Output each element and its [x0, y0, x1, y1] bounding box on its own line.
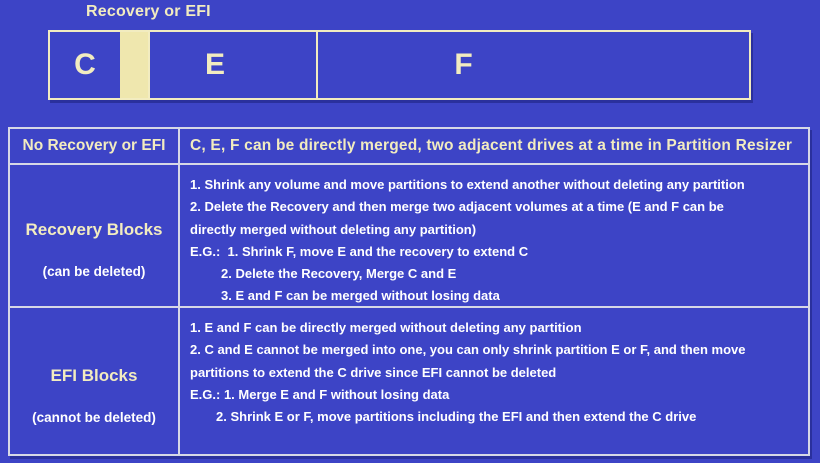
header-no-recovery-or-efi: No Recovery or EFI: [10, 129, 180, 165]
recovery-blocks-title: Recovery Blocks: [25, 220, 163, 239]
row-recovery-blocks-details: [180, 165, 808, 308]
detail-line: 3. E and F can be merged without losing data: [221, 288, 500, 304]
detail-line: E.G.: 1. Merge E and F without losing data: [190, 386, 450, 402]
detail-line: 2. C and E cannot be merged into one, you can only shrink partition E or F, and then move: [190, 342, 746, 358]
partition-c-label: C: [74, 48, 96, 81]
row-efi-blocks-label: [10, 308, 180, 454]
detail-line: 1. Shrink any volume and move partitions to extend another without deleting any partition: [190, 177, 745, 192]
partition-f: [316, 32, 749, 98]
partition-e-label: E: [204, 48, 225, 81]
partition-recovery-efi-block: [120, 32, 148, 98]
row-efi-blocks-details: [180, 308, 808, 454]
detail-line: 2. Shrink E or F, move partitions including the EFI and then extend the C drive: [216, 409, 697, 425]
header-merge-summary: C, E, F can be directly merged, two adjacent drives at a time in Partition Resizer: [180, 129, 808, 165]
partition-c: [50, 32, 120, 98]
detail-line: 2. Delete the Recovery and then merge two adjacent volumes at a time (E and F can be: [190, 199, 724, 215]
diagram-title: Recovery or EFI: [86, 3, 211, 20]
recovery-blocks-subtitle: (can be deleted): [42, 264, 146, 279]
efi-blocks-subtitle: (cannot be deleted): [32, 409, 156, 425]
detail-line: partitions to extend the C drive since EFI cannot be deleted: [190, 364, 557, 380]
efi-blocks-title: EFI Blocks: [50, 365, 138, 385]
partition-e: [148, 32, 316, 98]
detail-line: 1. E and F can be directly merged without deleting any partition: [190, 320, 582, 335]
comparison-table: [8, 127, 810, 456]
detail-line: 2. Delete the Recovery, Merge C and E: [221, 266, 457, 282]
row-recovery-blocks-label: [10, 165, 180, 308]
partition-f-label: F: [454, 48, 473, 81]
detail-line: E.G.: 1. Shrink F, move E and the recovery to extend C: [190, 243, 529, 259]
detail-line: directly merged without deleting any partition): [190, 221, 477, 237]
partition-bar: [48, 30, 751, 100]
